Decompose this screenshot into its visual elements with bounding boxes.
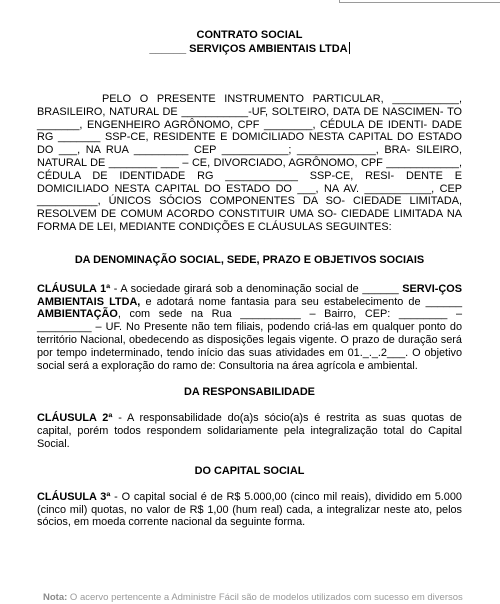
section-title-capital: DO CAPITAL SOCIAL [194, 464, 305, 477]
intro-line: CIEDADE LIMITADA, RESOLVEM DE COMUM ACORDO CONSTITUIR UMA SO- [37, 195, 462, 221]
clause-2-label: CLÁUSULA 2ª [37, 412, 113, 425]
intro-line: ESTADO DO ___, NA RUA _________ CEP ___________; _____________, BRA- [37, 131, 462, 157]
intro-line: ____________, CÉDULA DE IDENTIDADE RG ____________ SSP-CE, RESI- [37, 156, 462, 182]
note-text: O acervo pertencente a Administre Fácil são de modelos utilizados com sucesso em diversos [67, 592, 463, 603]
intro-line: PELO O PRESENTE INSTRUMENTO PARTICULAR, ___________, [102, 93, 462, 105]
intro-line: CIEDADE LIMITADA NA FORMA DE LEI, MEDIANTE CONDIÇÕES E CLÁUSULAS [37, 208, 462, 233]
document-subtitle[interactable] [37, 42, 462, 56]
intro-line: BRASILEIRO, NATURAL DE ___________-UF, SOLTEIRO, DATA DE NASCIMEN- [37, 105, 448, 118]
clause-3-text: - O capital social é de R$ 5.000,00 (cinco mil reais), dividido em 5.000 (cinco mil) quotas, no valor de R$ 1,00 (hum real) cada, a integralizar neste ato, pelos sócios, em moeda corrente nacional da seguinte forma. [37, 490, 462, 529]
footer-note [43, 592, 500, 604]
intro-line: SEGUINTES: [325, 220, 392, 233]
intro-line: TO _______, ENGENHEIRO AGRÔNOMO, CPF ________, CÉDULA DE IDENTI- [37, 105, 462, 131]
subtitle-text: ______ SERVIÇOS AMBIENTAIS LTDA [149, 43, 348, 55]
intro-line: SILEIRO, NATURAL DE ________ ___ – CE, DIVORCIADO, AGRÔNOMO, CPF [37, 144, 462, 169]
clause-1-text-b: e adotará nome fantasia para seu estabelecimento de ______ [140, 295, 463, 308]
clause-1-fantasy-name: AMBIENTAÇÃO [37, 308, 118, 321]
clause-1-text-c: , com sede na Rua __________ – Bairro, CEP: ________ – _________ – UF. No Presente não tem filiais, podendo criá-las em qualquer ponto do território Nacional, obedecendo as disposições legais vigente. O prazo de duração será por tempo indeterminado, tendo início das suas atividades em 01._._.2___. O objetivo social será a exploração do ramo de: Consultoria na área agrícola e ambiental. [37, 308, 462, 372]
section-title-denominacao: DA DENOMINAÇÃO SOCIAL, SEDE, PRAZO E OBJETIVOS SOCIAIS [74, 253, 425, 266]
clause-1-label: CLÁUSULA 1ª [37, 282, 111, 295]
text-cursor [349, 42, 350, 54]
clause-3 [37, 491, 462, 529]
clause-2-text: - A responsabilidade do(a)s sócio(a)s é restrita as suas quotas de capital, porém todos respondem solidariamente pela integralização total do Capital Social. [37, 412, 462, 450]
clause-1-company-name: SERVI-ÇOS AMBIENTAIS LTDA, [37, 282, 462, 308]
intro-line: DENTE E DOMICILIADO NESTA CAPITAL DO ESTADO DO ___, NA AV. [37, 169, 463, 195]
intro-paragraph [37, 93, 462, 234]
document-title: CONTRATO SOCIAL [196, 29, 303, 41]
clause-3-label: CLÁUSULA 3ª [37, 490, 111, 503]
intro-line: DADE RG _______ SSP-CE, RESIDENTE E DOMICILIADO NESTA CAPITAL DO [37, 118, 462, 144]
document-page [37, 0, 462, 529]
clause-1 [37, 283, 462, 373]
note-label: Nota: [43, 592, 68, 603]
intro-line: ___________, CEP __________, ÚNICOS SÓCIOS COMPONENTES DA SO- [37, 182, 462, 208]
section-title-responsabilidade: DA RESPONSABILIDADE [184, 386, 315, 399]
clause-2 [37, 412, 462, 450]
clause-1-text-a: - A sociedade girará sob a denominação social de ______ [110, 282, 403, 295]
